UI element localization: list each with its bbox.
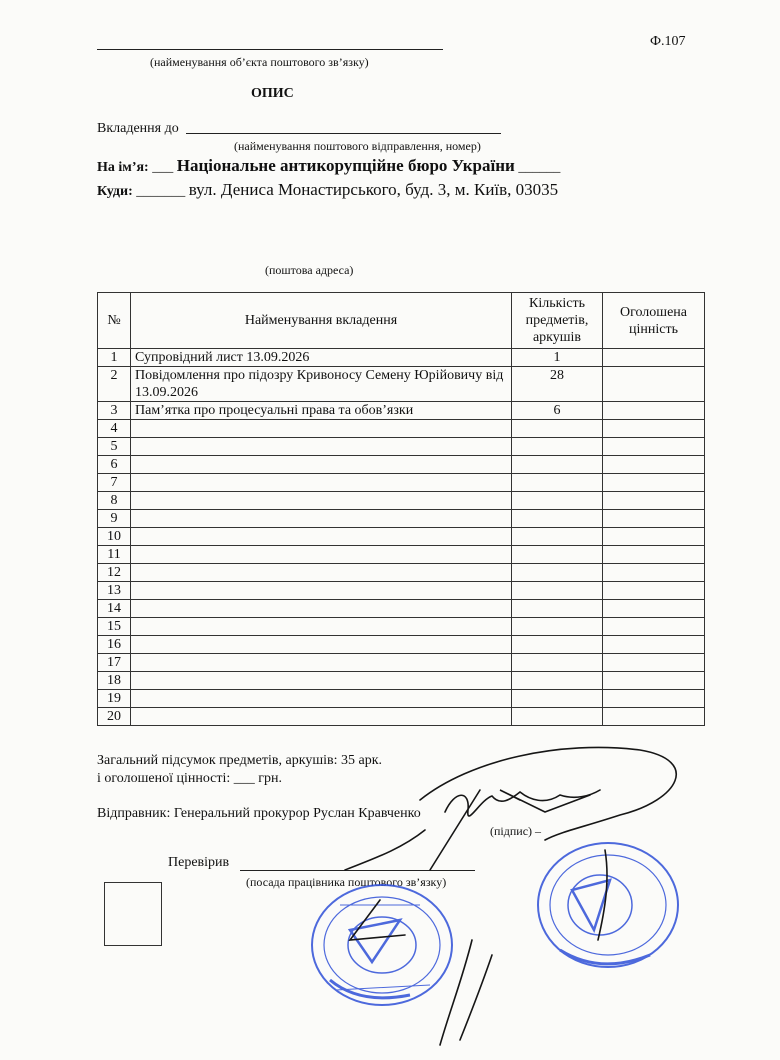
table-row	[98, 636, 705, 654]
signature-caption: (підпис) –	[490, 824, 542, 838]
org-name-caption: (найменування об’єкта поштового зв’язку)	[150, 55, 369, 69]
row-number-cell: 9	[98, 510, 131, 528]
row-quantity-cell: 6	[512, 402, 603, 420]
row-number-cell: 13	[98, 582, 131, 600]
row-quantity-cell	[512, 618, 603, 636]
row-number-cell: 3	[98, 402, 131, 420]
table-row	[98, 618, 705, 636]
org-name-line	[97, 49, 443, 50]
postal-address-caption: (поштова адреса)	[265, 263, 354, 277]
row-name-cell	[131, 654, 512, 672]
row-number-cell: 5	[98, 438, 131, 456]
recipient-where-label: Куди:	[97, 184, 133, 199]
row-name-cell	[131, 420, 512, 438]
table-row	[98, 600, 705, 618]
row-name-cell: Супровідний лист 13.09.2026	[131, 349, 512, 367]
col-header-quantity: Кількість предметів, аркушів	[512, 293, 603, 349]
col-header-number: №	[98, 293, 131, 349]
recipient-where-prefix: _______	[136, 184, 186, 199]
table-row	[98, 528, 705, 546]
row-quantity-cell	[512, 708, 603, 726]
row-name-cell	[131, 510, 512, 528]
row-number-cell: 18	[98, 672, 131, 690]
recipient-name-value: Національне антикорупційне бюро України	[176, 156, 515, 175]
row-quantity-cell	[512, 690, 603, 708]
row-value-cell	[603, 474, 705, 492]
row-quantity-cell	[512, 582, 603, 600]
row-quantity-cell	[512, 636, 603, 654]
row-value-cell	[603, 708, 705, 726]
table-row	[98, 367, 705, 402]
row-number-cell: 16	[98, 636, 131, 654]
checked-by-line	[240, 870, 475, 871]
row-quantity-cell	[512, 474, 603, 492]
row-number-cell: 17	[98, 654, 131, 672]
row-quantity-cell: 28	[512, 367, 603, 402]
row-number-cell: 8	[98, 492, 131, 510]
table-row	[98, 672, 705, 690]
row-name-cell	[131, 456, 512, 474]
row-quantity-cell	[512, 456, 603, 474]
row-number-cell: 19	[98, 690, 131, 708]
row-name-cell	[131, 438, 512, 456]
row-number-cell: 20	[98, 708, 131, 726]
row-number-cell: 10	[98, 528, 131, 546]
row-value-cell	[603, 654, 705, 672]
totals-line-1: Загальний підсумок предметів, аркушів: 35 арк.	[97, 753, 383, 768]
row-quantity-cell	[512, 654, 603, 672]
row-value-cell	[603, 564, 705, 582]
col-header-value: Оголошена цінність	[603, 293, 705, 349]
contents-table	[97, 292, 705, 726]
signature-icon	[345, 747, 676, 1045]
row-value-cell	[603, 528, 705, 546]
row-name-cell	[131, 492, 512, 510]
row-number-cell: 4	[98, 420, 131, 438]
row-quantity-cell	[512, 528, 603, 546]
row-quantity-cell: 1	[512, 349, 603, 367]
row-name-cell	[131, 528, 512, 546]
row-value-cell	[603, 618, 705, 636]
table-row	[98, 582, 705, 600]
recipient-name-prefix: ___	[152, 160, 174, 175]
table-row	[98, 492, 705, 510]
postal-stamp-right	[538, 843, 678, 967]
row-value-cell	[603, 456, 705, 474]
row-value-cell	[603, 672, 705, 690]
row-name-cell: Пам’ятка про процесуальні права та обов’язки	[131, 402, 512, 420]
attachment-label: Вкладення до	[97, 121, 179, 136]
row-value-cell	[603, 367, 705, 402]
recipient-name-row	[97, 156, 560, 176]
row-number-cell: 1	[98, 349, 131, 367]
row-number-cell: 11	[98, 546, 131, 564]
row-name-cell	[131, 546, 512, 564]
row-name-cell	[131, 600, 512, 618]
row-number-cell: 6	[98, 456, 131, 474]
sender-line: Відправник: Генеральний прокурор Руслан Кравченко	[97, 806, 421, 821]
recipient-address-row	[97, 180, 558, 200]
row-number-cell: 2	[98, 367, 131, 402]
row-name-cell	[131, 564, 512, 582]
table-row	[98, 456, 705, 474]
document-title: ОПИС	[251, 86, 294, 101]
row-quantity-cell	[512, 546, 603, 564]
table-row	[98, 438, 705, 456]
table-row	[98, 474, 705, 492]
row-name-cell	[131, 618, 512, 636]
table-row	[98, 654, 705, 672]
row-value-cell	[603, 546, 705, 564]
row-quantity-cell	[512, 420, 603, 438]
col-header-name: Найменування вкладення	[131, 293, 512, 349]
table-row	[98, 708, 705, 726]
table-row	[98, 510, 705, 528]
row-number-cell: 15	[98, 618, 131, 636]
recipient-name-label: На ім’я:	[97, 160, 149, 175]
row-name-cell	[131, 474, 512, 492]
row-number-cell: 7	[98, 474, 131, 492]
postal-stamp-left	[312, 885, 452, 1005]
row-value-cell	[603, 492, 705, 510]
row-value-cell	[603, 636, 705, 654]
form-code: Ф.107	[650, 34, 686, 49]
row-value-cell	[603, 420, 705, 438]
row-quantity-cell	[512, 600, 603, 618]
table-row	[98, 402, 705, 420]
checked-by-caption: (посада працівника поштового зв’язку)	[246, 875, 447, 889]
row-number-cell: 14	[98, 600, 131, 618]
row-value-cell	[603, 402, 705, 420]
recipient-where-value: вул. Дениса Монастирського, буд. 3, м. Київ, 03035	[188, 180, 559, 199]
attachment-line	[186, 133, 501, 134]
row-value-cell	[603, 600, 705, 618]
row-name-cell	[131, 672, 512, 690]
row-value-cell	[603, 510, 705, 528]
row-number-cell: 12	[98, 564, 131, 582]
table-row	[98, 349, 705, 367]
row-name-cell	[131, 636, 512, 654]
table-row	[98, 564, 705, 582]
row-name-cell	[131, 582, 512, 600]
row-quantity-cell	[512, 510, 603, 528]
row-quantity-cell	[512, 564, 603, 582]
row-value-cell	[603, 690, 705, 708]
row-value-cell	[603, 349, 705, 367]
row-name-cell	[131, 690, 512, 708]
checked-by-label: Перевірив	[168, 855, 230, 870]
table-row	[98, 420, 705, 438]
attachment-caption: (найменування поштового відправлення, номер)	[234, 139, 481, 153]
row-name-cell	[131, 708, 512, 726]
row-value-cell	[603, 582, 705, 600]
row-name-cell: Повідомлення про підозру Кривоносу Семену Юрійовичу від 13.09.2026	[131, 367, 512, 402]
postal-mark-box	[104, 882, 162, 946]
totals-line-2: і оголошеної цінності: ___ грн.	[97, 771, 283, 786]
row-quantity-cell	[512, 672, 603, 690]
row-quantity-cell	[512, 438, 603, 456]
table-row	[98, 546, 705, 564]
row-quantity-cell	[512, 492, 603, 510]
table-row	[98, 690, 705, 708]
row-value-cell	[603, 438, 705, 456]
recipient-name-suffix: ______	[518, 160, 561, 175]
